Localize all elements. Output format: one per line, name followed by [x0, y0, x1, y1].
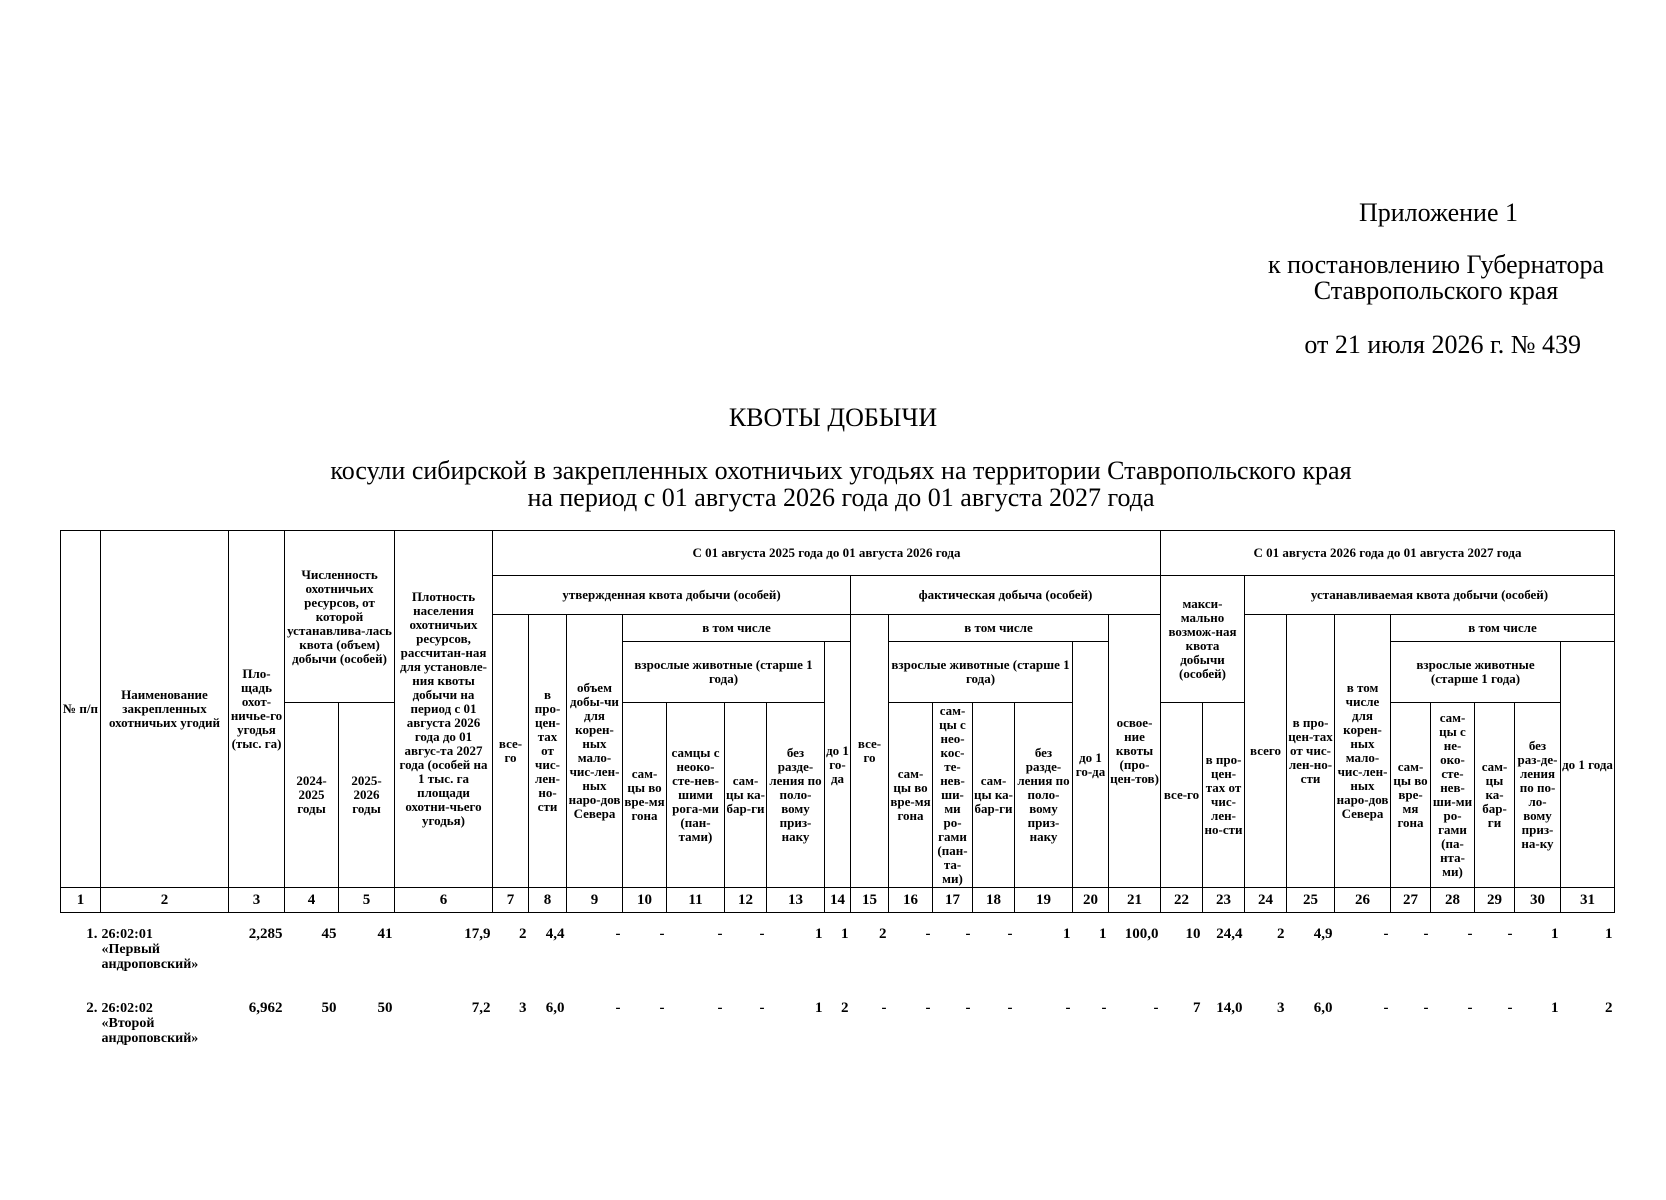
col-header-approved: утвержденная квота добычи (особей) — [493, 576, 851, 615]
table-cell: - — [759, 1000, 765, 1016]
col-header-actual: фактическая добыча (особей) — [851, 576, 1161, 615]
column-number: 27 — [1391, 888, 1431, 913]
col-header-incl-actual: в том числе — [889, 615, 1109, 642]
table-cell: 1 — [1063, 926, 1071, 942]
col-header-males-rut-set: сам-цы во вре-мя гона — [1391, 703, 1431, 888]
table-cell: - — [1423, 926, 1429, 942]
table-cell: 1 — [1551, 926, 1559, 942]
col-header-no: № п/п — [61, 531, 101, 888]
column-number: 24 — [1245, 888, 1287, 913]
col-header-musk-males-set: сам-цы ка-бар-ги — [1475, 703, 1515, 888]
table-cell: 1 — [1605, 926, 1613, 942]
col-header-pct: в про-цен-тах от чис-лен-но-сти — [529, 615, 567, 888]
column-number: 17 — [933, 888, 973, 913]
col-header-set-quota: устанавливаемая квота добычи (особей) — [1245, 576, 1615, 615]
column-number: 22 — [1161, 888, 1203, 913]
column-number: 30 — [1515, 888, 1561, 913]
column-number: 3 — [229, 888, 285, 913]
table-cell: 7,2 — [471, 1000, 491, 1016]
col-header-incl: в том числе — [623, 615, 851, 642]
document-subtitle: косули сибирской в закрепленных охотничьих угодьях на территории Ставропольского края — [330, 456, 1352, 485]
table-cell: - — [1423, 1000, 1429, 1016]
table-cell: 2 — [1277, 926, 1285, 942]
column-number: 29 — [1475, 888, 1515, 913]
table-cell: 2 — [519, 926, 527, 942]
table-cell: - — [1507, 926, 1513, 942]
column-number: 12 — [725, 888, 767, 913]
col-header-indigenous: объем добы-чи для корен-ных мало-чис-лен-ных наро-дов Севера — [567, 615, 623, 888]
table-cell: - — [925, 1000, 931, 1016]
row-number: 2. — [86, 1000, 98, 1016]
table-cell: - — [1007, 1000, 1013, 1016]
col-header-period-prev: С 01 августа 2025 года до 01 августа 2026 года — [493, 531, 1161, 576]
column-number: 6 — [395, 888, 493, 913]
column-number: 21 — [1109, 888, 1161, 913]
col-header-under1-set: до 1 года — [1561, 642, 1615, 888]
column-number: 15 — [851, 888, 889, 913]
table-cell: 100,0 — [1124, 926, 1159, 942]
table-cell: 3 — [1277, 1000, 1285, 1016]
table-cell: - — [659, 1000, 665, 1016]
column-number: 31 — [1561, 888, 1615, 913]
column-number: 2 — [101, 888, 229, 913]
column-number: 19 — [1015, 888, 1073, 913]
col-header-usage: освое-ние квоты (про-цен-тов) — [1109, 615, 1161, 888]
column-number: 16 — [889, 888, 933, 913]
col-header-max-quota: макси-мально возмож-ная квота добычи (особей) — [1161, 576, 1245, 703]
table-cell: 3 — [519, 1000, 527, 1016]
table-cell: 24,4 — [1216, 926, 1243, 942]
col-header-pct-set: в про-цен-тах от чис-лен-но-сти — [1287, 615, 1335, 888]
col-header-area: Пло-щадь охот-ничье-го угодья (тыс. га) — [229, 531, 285, 888]
col-header-males-antlers-set: сам-цы с не-око-сте-нев-ши-ми ро-гами (па-нта-ми) — [1431, 703, 1475, 888]
table-cell: - — [717, 926, 723, 942]
table-cell: - — [615, 926, 621, 942]
column-number: 8 — [529, 888, 567, 913]
table-cell: 1 — [841, 926, 849, 942]
col-header-males-antlers-actual: сам-цы с нео-кос-те-нев-ши-ми ро-гами (пан-та-ми) — [933, 703, 973, 888]
table-cell: - — [1065, 1000, 1071, 1016]
column-number: 20 — [1073, 888, 1109, 913]
column-number: 5 — [339, 888, 395, 913]
col-header-no-sex-set: без раз-де-ления по по-ло-вому приз-на-ку — [1515, 703, 1561, 888]
table-cell: 1 — [1551, 1000, 1559, 1016]
column-number: 13 — [767, 888, 825, 913]
table-row — [61, 987, 1615, 1061]
hunting-ground-title: «Первый андроповский» — [101, 942, 199, 972]
appendix-reference: к постановлению Губернатора Ставропольского края — [1267, 250, 1605, 305]
table-cell: 10 — [1185, 926, 1201, 942]
document-period: на период с 01 августа 2026 года до 01 августа 2027 года — [527, 483, 1155, 512]
col-header-total-actual: все-го — [851, 615, 889, 888]
table-cell: 4,9 — [1313, 926, 1333, 942]
table-cell: - — [717, 1000, 723, 1016]
col-header-adults-actual: взрослые животные (старше 1 года) — [889, 642, 1073, 703]
col-header-no-sex: без разде-ления по поло-вому приз-наку — [767, 703, 825, 888]
table-cell: 6,962 — [248, 1000, 283, 1016]
table-cell: 2 — [879, 926, 887, 942]
table-cell: 50 — [377, 1000, 393, 1016]
col-header-name: Наименование закрепленных охотничьих угодий — [101, 531, 229, 888]
col-header-musk-males: сам-цы ка-бар-ги — [725, 703, 767, 888]
table-cell: 1 — [1099, 926, 1107, 942]
column-number: 9 — [567, 888, 623, 913]
table-cell: - — [1467, 1000, 1473, 1016]
col-header-indigenous-set: в том числе для корен-ных мало-чис-лен-ных наро-дов Севера — [1335, 615, 1391, 888]
col-header-density: Плотность населения охотничьих ресурсов, рассчитан-ная для установле-ния квоты добычи на период с 01 августа 2026 года до 01 авгус-та 2027 года (особей на 1 тыс. га площади охотни-чьего угодья) — [395, 531, 493, 888]
document-title: КВОТЫ ДОБЫЧИ — [728, 403, 938, 432]
column-number: 28 — [1431, 888, 1475, 913]
column-number: 18 — [973, 888, 1015, 913]
column-number: 26 — [1335, 888, 1391, 913]
col-header-males-antlers: самцы с неоко-сте-нев-шими рога-ми (пан-тами) — [667, 703, 725, 888]
table-cell: 4,4 — [545, 926, 565, 942]
col-header-population: Численность охотничьих ресурсов, от которой устанавлива-лась квота (объем) добычи (особей) — [285, 531, 395, 703]
column-number: 10 — [623, 888, 667, 913]
appendix-title: Приложение 1 — [1358, 198, 1518, 227]
table-cell: - — [925, 926, 931, 942]
col-header-under1-actual: до 1 го-да — [1073, 642, 1109, 888]
column-number: 14 — [825, 888, 851, 913]
table-cell: 1 — [815, 1000, 823, 1016]
table-cell: 14,0 — [1216, 1000, 1243, 1016]
col-header-adults: взрослые животные (старше 1 года) — [623, 642, 825, 703]
col-header-total-set: всего — [1245, 615, 1287, 888]
table-cell: 2 — [841, 1000, 849, 1016]
table-cell: - — [1101, 1000, 1107, 1016]
col-header-males-rut-actual: сам-цы во вре-мя гона — [889, 703, 933, 888]
column-number: 23 — [1203, 888, 1245, 913]
table-cell: 45 — [321, 926, 337, 942]
col-header-years-1: 2024-2025 годы — [285, 703, 339, 888]
col-header-musk-males-actual: сам-цы ка-бар-ги — [973, 703, 1015, 888]
table-cell: 2,285 — [248, 926, 283, 942]
table-cell: - — [615, 1000, 621, 1016]
col-header-adults-set: взрослые животные (старше 1 года) — [1391, 642, 1561, 703]
col-header-years-2: 2025-2026 годы — [339, 703, 395, 888]
hunting-ground-code: 26:02:01 — [101, 927, 153, 942]
table-cell: - — [965, 926, 971, 942]
column-number: 25 — [1287, 888, 1335, 913]
table-cell: - — [659, 926, 665, 942]
column-numbers-row — [61, 888, 1615, 913]
table-cell: - — [965, 1000, 971, 1016]
col-header-total: все-го — [493, 615, 529, 888]
table-cell: - — [881, 1000, 887, 1016]
col-header-period-next: С 01 августа 2026 года до 01 августа 2027 года — [1161, 531, 1615, 576]
column-number: 7 — [493, 888, 529, 913]
table-cell: - — [759, 926, 765, 942]
table-cell: 1 — [815, 926, 823, 942]
table-cell: 17,9 — [464, 926, 491, 942]
col-header-under1: до 1 го-да — [825, 642, 851, 888]
col-header-no-sex-actual: без разде-ления по поло-вому приз-наку — [1015, 703, 1073, 888]
table-cell: - — [1507, 1000, 1513, 1016]
hunting-ground-code: 26:02:02 — [101, 1001, 153, 1016]
table-cell: 6,0 — [1313, 1000, 1333, 1016]
hunting-ground-title: «Второй андроповский» — [101, 1016, 199, 1046]
table-cell: - — [1153, 1000, 1159, 1016]
table-cell: 6,0 — [545, 1000, 565, 1016]
table-body — [61, 913, 1615, 1062]
table-cell: - — [1383, 1000, 1389, 1016]
column-number: 1 — [61, 888, 101, 913]
table-cell: 50 — [321, 1000, 337, 1016]
table-cell: 7 — [1193, 1000, 1201, 1016]
quota-table — [60, 530, 1615, 1061]
table-cell: 2 — [1605, 1000, 1613, 1016]
table-row — [61, 913, 1615, 988]
table-cell: - — [1383, 926, 1389, 942]
appendix-date: от 21 июля 2026 г. № 439 — [1304, 330, 1581, 359]
row-number: 1. — [86, 926, 98, 942]
table-cell: 41 — [377, 926, 393, 942]
col-header-max-total: все-го — [1161, 703, 1203, 888]
table-cell: - — [1467, 926, 1473, 942]
column-number: 11 — [667, 888, 725, 913]
col-header-males-rut: сам-цы во вре-мя гона — [623, 703, 667, 888]
table-cell: - — [1007, 926, 1013, 942]
col-header-incl-set: в том числе — [1391, 615, 1615, 642]
column-number: 4 — [285, 888, 339, 913]
hunting-ground-name — [101, 913, 229, 988]
col-header-max-pct: в про-цен-тах от чис-лен-но-сти — [1203, 703, 1245, 888]
hunting-ground-name — [101, 987, 229, 1061]
